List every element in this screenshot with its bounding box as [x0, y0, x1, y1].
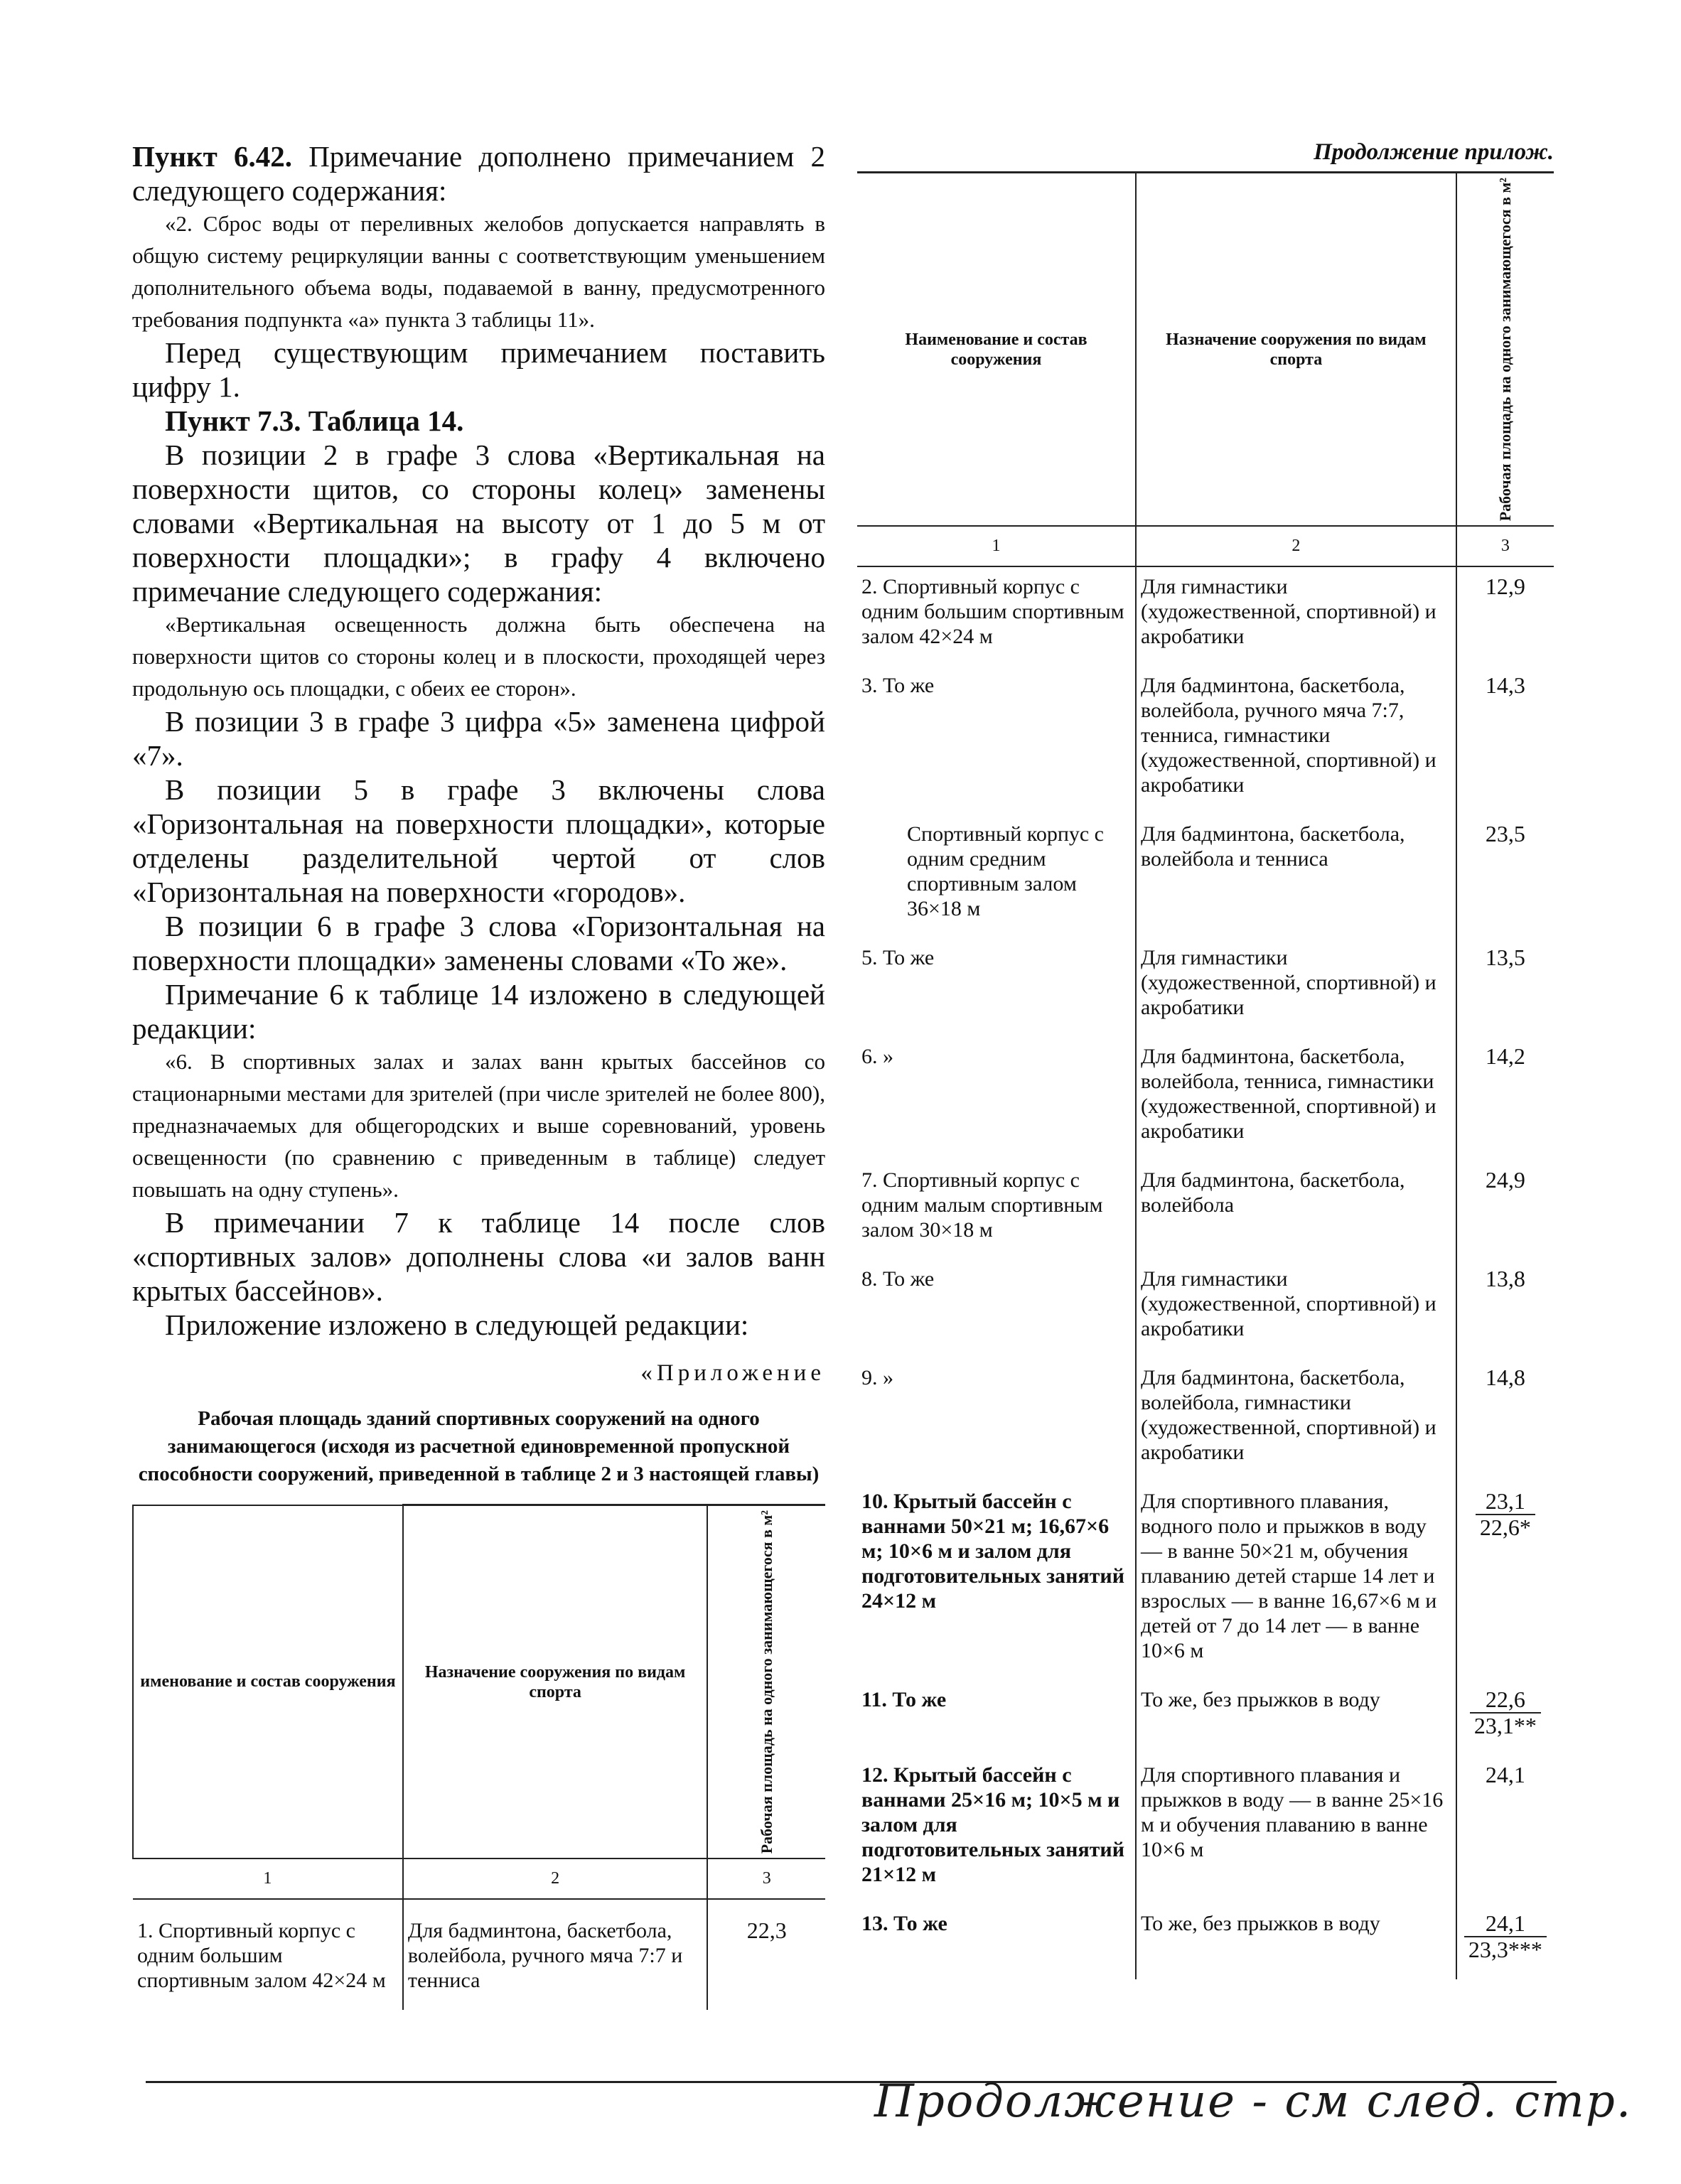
paragraph-text: В позиции 2 в графе 3 слова «Вертикальная на поверхности щитов, со стороны колец» заменены словами «Вертикальная на высоту от 1 до 5 м от поверхности площадки»; в графу 4 включено примечание следующего содержания:: [132, 439, 825, 608]
row-12-name: 12. Крытый бассейн с ваннами 25×16 м; 10×5 м и залом для подготовительных занятий 21×12 м: [857, 1755, 1136, 1904]
col-header-area: [1456, 173, 1554, 527]
row-7-purpose: Для бадминтона, баскетбола, волейбола: [1136, 1161, 1456, 1259]
paragraph-text: Примечание 6 к таблице 14 изложено в следующей редакции:: [132, 978, 825, 1045]
row-5-value: 13,5: [1485, 945, 1525, 971]
row-7-name: 7. Спортивный корпус с одним малым спортивным залом 30×18 м: [857, 1161, 1136, 1259]
right-column: [857, 139, 1554, 1979]
clause-heading-7-3: Пункт 7.3. Таблица 14.: [165, 404, 464, 437]
row-8-value: 13,8: [1485, 1266, 1525, 1292]
row-4-purpose: Для бадминтона, баскетбола, волейбола и тенниса: [1136, 814, 1456, 938]
row-2-purpose: Для гимнастики (художественной, спортивной) и акробатики: [1136, 566, 1456, 666]
row-11-value: [1456, 1680, 1554, 1755]
row-12-value: 24,1: [1485, 1762, 1525, 1788]
appendix-label: «Приложение: [640, 1360, 825, 1386]
row-11-value-top: 22,6: [1470, 1687, 1541, 1714]
row-8-purpose: Для гимнастики (художественной, спортивной) и акробатики: [1136, 1259, 1456, 1358]
continuation-label: Продолжение прилож.: [1314, 139, 1554, 165]
left-column: [132, 139, 825, 2010]
col-header-purpose: Назначение сооружения по видам спорта: [1136, 173, 1456, 527]
col-header-area-text: Рабочая площадь на одного занимающегося в м²: [1495, 178, 1514, 522]
clause-text: Примечание дополнено примечанием 2 следующего содержания:: [132, 140, 825, 207]
col-index: 3: [707, 1858, 825, 1899]
row-8-name: 8. То же: [857, 1259, 1136, 1358]
paragraph-text: В примечании 7 к таблице 14 после слов «спортивных залов» дополнены слова «и залов ванн крытых бассейнов».: [132, 1206, 825, 1307]
row-5-purpose: Для гимнастики (художественной, спортивной) и акробатики: [1136, 938, 1456, 1037]
paragraph-text: Перед существующим примечанием поставить цифру 1.: [132, 336, 825, 403]
col-header-area-text: Рабочая площадь на одного занимающегося в м²: [757, 1510, 775, 1854]
row-13-name: 13. То же: [857, 1904, 1136, 1979]
row-3-value: 14,3: [1485, 672, 1525, 699]
row-1-purpose: Для бадминтона, баскетбола, волейбола, ручного мяча 7:7 и тенниса: [403, 1899, 708, 2010]
row-13-value-top: 24,1: [1464, 1911, 1547, 1937]
paragraph-text: Приложение изложено в следующей редакции:: [165, 1308, 749, 1341]
row-11-purpose: То же, без прыжков в воду: [1136, 1680, 1456, 1755]
row-13-purpose: То же, без прыжков в воду: [1136, 1904, 1456, 1979]
paragraph-text: В позиции 5 в графе 3 включены слова «Горизонтальная на поверхности площадки», которые отделены разделительной чертой от слов «Горизонтальная на поверхности «городов».: [132, 773, 825, 908]
row-10-purpose: Для спортивного плавания, водного поло и прыжков в воду — в ванне 50×21 м, обучения плаванию детей старше 14 лет и взрослых — в ванне 16,67×6 м и детей от 7 до 14 лет — в ванне 10×6 м: [1136, 1482, 1456, 1680]
row-2-value: 12,9: [1485, 574, 1525, 600]
col-index: 2: [1136, 526, 1456, 566]
row-13-value-bottom: 23,3***: [1468, 1937, 1542, 1963]
handwritten-note: Продолжение - см след. стр.: [874, 2075, 1633, 2128]
row-1-name: 1. Спортивный корпус с одним большим спортивным залом 42×24 м: [133, 1899, 403, 2010]
row-6-purpose: Для бадминтона, баскетбола, волейбола, тенниса, гимнастики (художественной, спортивной) и акробатики: [1136, 1037, 1456, 1161]
row-7-value: 24,9: [1485, 1167, 1525, 1193]
row-3-purpose: Для бадминтона, баскетбола, волейбола, ручного мяча 7:7, тенниса, гимнастики (художественной, спортивной) и акробатики: [1136, 666, 1456, 814]
paragraph-6-42: [132, 139, 825, 208]
row-1-value: 22,3: [746, 1917, 787, 1944]
row-10-value: [1456, 1482, 1554, 1680]
col-index: 2: [403, 1858, 708, 1899]
row-4-name: Спортивный корпус с одним средним спортивным залом 36×18 м: [857, 814, 1136, 938]
paragraph-text: В позиции 3 в графе 3 цифра «5» заменена цифрой «7».: [132, 705, 825, 772]
row-13-value: [1456, 1904, 1554, 1979]
paragraph-text: В позиции 6 в графе 3 слова «Горизонтальная на поверхности площадки» заменены словами «То же».: [132, 910, 825, 977]
row-12-purpose: Для спортивного плавания и прыжков в воду — в ванне 25×16 м и обучения плаванию в ванне 10×6 м: [1136, 1755, 1456, 1904]
row-5-name: 5. То же: [857, 938, 1136, 1037]
row-10-value-bottom: 22,6*: [1479, 1515, 1531, 1541]
col-header-name: именование и состав сооружения: [133, 1505, 403, 1859]
row-6-name: 6. »: [857, 1037, 1136, 1161]
col-header-name: Наименование и состав сооружения: [857, 173, 1136, 527]
col-header-purpose: Назначение сооружения по видам спорта: [403, 1505, 708, 1859]
row-10-value-top: 23,1: [1476, 1489, 1535, 1515]
col-index: 1: [857, 526, 1136, 566]
note-quote: «Вертикальная освещенность должна быть обеспечена на поверхности щитов со стороны колец и в плоскости, проходящей через продольную ось площадки, с обеих ее сторон».: [132, 612, 825, 701]
note-quote-6: «6. В спортивных залах и залах ванн крытых бассейнов со стационарными местами для зрителей (при числе зрителей не более 800), предназначаемых для общегородских и выше соревнований, уровень освещенности (по сравнению с приведенным в таблице) следует повышать на одну ступень».: [132, 1049, 825, 1202]
row-6-value: 14,2: [1485, 1043, 1525, 1070]
clause-heading: Пункт 6.42.: [132, 140, 292, 173]
col-index: 1: [133, 1858, 403, 1899]
row-11-name: 11. То же: [857, 1680, 1136, 1755]
note-quote-2: «2. Сброс воды от переливных желобов допускается направлять в общую систему рециркуляции ванны с соответствующим уменьшением дополнительного объема воды, подаваемой в ванну, предусмотренного требования подпункта «а» пункта 3 таблицы 11».: [132, 211, 825, 332]
row-9-name: 9. »: [857, 1358, 1136, 1482]
row-3-name: 3. То же: [857, 666, 1136, 814]
row-11-value-bottom: 23,1**: [1473, 1713, 1537, 1739]
appendix-table-right: [857, 171, 1554, 1979]
appendix-table-left: [132, 1504, 825, 2010]
row-2-name: 2. Спортивный корпус с одним большим спортивным залом 42×24 м: [857, 566, 1136, 666]
col-index: 3: [1456, 526, 1554, 566]
row-10-name: 10. Крытый бассейн с ваннами 50×21 м; 16,67×6 м; 10×6 м и залом для подготовительных занятий 24×12 м: [857, 1482, 1136, 1680]
col-header-area: [707, 1505, 825, 1859]
row-9-purpose: Для бадминтона, баскетбола, волейбола, гимнастики (художественной, спортивной) и акробатики: [1136, 1358, 1456, 1482]
row-9-value: 14,8: [1485, 1365, 1525, 1391]
table-title: Рабочая площадь зданий спортивных сооружений на одного занимающегося (исходя из расчетной единовременной пропускной способности сооружений, приведенной в таблице 2 и 3 настоящей главы): [138, 1407, 820, 1485]
row-4-value: 23,5: [1485, 821, 1525, 847]
